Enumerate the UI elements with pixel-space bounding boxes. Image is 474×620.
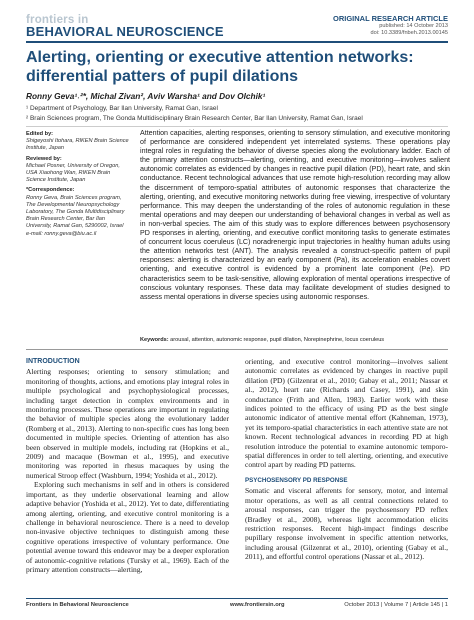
footer-website[interactable]: www.frontiersin.org — [230, 602, 285, 608]
journal-logo-top: frontiers in — [26, 14, 89, 26]
footer-rule — [26, 598, 448, 599]
intro-paragraph-2: Exploring such mechanisms in self and in others is considered important, as they underlie observational learning and allow adaptive behavior (Yoshida et al., 2012). Yet to date, differentiating among alerting, orienting, and executive control monitoring is a challenge in behavioral neuroscience. There is a need to develop non-invasive objective techniques to distinguish among these cognitive operations irrespective of voluntary performance. One potential avenue toward this endeavor may be a deeper exploration of autonomic-cognitive relations (Tursky et al., 1969). Each of the primary attention constructs—alerting, — [26, 480, 229, 574]
footer-journal: Frontiers in Behavioral Neuroscience — [26, 602, 129, 608]
correspondence: Ronny Geva, Brain Sciences program, The Developmental Neuropsychology Laboratory, The Gonda Multidisciplinary Brain Research Center, Bar Ilan University, Ramat Gan, 5290002, Israel e-mail: ronny.geva@biu.ac.il — [26, 194, 125, 237]
edited-by: Shigeyoshi Itohara, RIKEN Brain Science Institute, Japan — [26, 138, 129, 152]
affiliation-1: ¹ Department of Psychology, Bar Ilan University, Ramat Gan, Israel — [26, 105, 218, 112]
article-type: ORIGINAL RESEARCH ARTICLE — [332, 14, 448, 23]
keywords-label: Keywords: — [140, 337, 169, 343]
reviewed-by: Michael Posner, University of Oregon, USA Xiaohong Wan, RIKEN Brain Science Institute, Japan — [26, 162, 120, 184]
keywords — [140, 337, 450, 343]
psychosensory-heading: PSYCHOSENSORY PD RESPONSE — [245, 476, 348, 484]
published-date: published: 14 October 2013 — [379, 23, 448, 29]
keywords-divider — [26, 349, 448, 350]
affiliation-divider — [26, 126, 448, 127]
editorial-sidebar — [26, 131, 130, 241]
journal-logo-main: BEHAVIORAL NEUROSCIENCE — [26, 24, 224, 39]
header-rule — [26, 41, 448, 43]
right-paragraph-1: orienting, and executive control monitoring—involves salient autonomic correlates as evidenced by changes in reactive pupil dilation (PD) (Gilzenrat et al., 2010; Gabay et al., 2011; Nassar et al., 2012), heart rate (Richards and Casey, 1991), and skin conductance (Frith and Allen, 1983). Earlier work with these indices pointed to the efficacy of using PD as the best single autonomic indicator of attentive mental effort (Kahneman, 1973), yet its temporo-spatial characteristics in each attentive state are not known. Recent technological advances in recording PD at high resolution introduce the potential to examine autonomic temporo-spatial differences in order to tell alerting, orienting, and executive control apart by reading PD patterns. — [245, 357, 448, 470]
article-title: Alerting, orienting or executive attention networks: differential patters of pupil dilations — [26, 49, 414, 85]
body-column-left — [26, 357, 229, 574]
article-meta — [371, 23, 448, 37]
correspondence-label: *Correspondence: — [26, 187, 75, 194]
reviewed-by-label: Reviewed by: — [26, 155, 62, 162]
edited-by-label: Edited by: — [26, 131, 54, 137]
journal-header — [26, 14, 448, 42]
author-list: Ronny Geva¹˒²*, Michal Zivan², Aviv Warsha¹ and Dov Olchik¹ — [26, 91, 266, 101]
affiliation-2: ² Brain Sciences program, The Gonda Multidisciplinary Brain Research Center, Bar Ilan University, Ramat Gan, Israel — [26, 115, 363, 122]
abstract: Attention capacities, alerting responses, orienting to sensory stimulation, and executive monitoring of performance are considered independent yet interrelated systems. These operations play integral roles in regulating the behavior of diverse species along the evolutionary ladder. Each of the primary attention constructs—alerting, orienting, and executive monitoring—involves salient autonomic correlates as evidenced by changes in reactive pupil dilation (PD), heart rate, and skin conductance. Recent technological advances that use remote high-resolution recording may allow the discernment of temporo-spatial attributes of autonomic responses that characterize the alerting, orienting, and executive monitoring networks during free viewing, irrespective of voluntary performance. This may deepen the understanding of the roles of autonomic regulation in these mental operations and may deepen our understanding of behavioral changes in verbal as well as in non-verbal species. The aim of this study was to explore differences between psychosensory PD responses in alerting, orienting, and executive conflict monitoring tasks to generate estimates of concurrent locus coeruleus (LC) noradrenergic input trajectories in healthy human adults using the attention networks test (ANT). The analysis revealed a construct-specific pattern of pupil responses: alerting is characterized by an early component (Pa), its acceleration enables covert orienting, and executive control is evidenced by a prominent late component (Pe). PD characteristics seem to be task-sensitive, allowing exploration of mental operations irrespective of conscious voluntary responses. These data may facilitate development of studies designed to assess mental operations in diverse species using autonomic responses. — [140, 129, 450, 301]
keywords-text: arousal, attention, autonomic response, pupil dilation, Norepinephrine, locus coeruleus — [170, 337, 385, 343]
right-paragraph-2: Somatic and visceral afferents for sensory, motor, and internal motor operations, as well as all central connections related to arousal responses, can trigger the psychosensory PD reflex (Bradley et al., 2008), whereas light accommodation elicits restriction responses. Recent high-impact findings describe pupillary response involvement in specific attention networks, including arousal (Gilzenrat et al., 2010), orienting (Gabay et al., 2011), and effortful control operations (Nassar et al., 2012). — [245, 486, 448, 562]
body-column-right — [245, 357, 448, 562]
intro-heading: INTRODUCTION — [26, 358, 80, 365]
doi[interactable]: doi: 10.3389/fnbeh.2013.00145 — [370, 30, 448, 36]
intro-paragraph-1: Alerting responses; orienting to sensory stimulation; and monitoring of thoughts, actions, and emotions play integral roles in multiple psychological and psychophysiological processes, including target detection in complex environments and in monitoring processes. These operations are important in regulating the behavior of multiple species along the evolutionary ladder (Romberg et al., 2013). Alerting to non-specific cues has long been documented in multiple species. Orienting of attention has also been observed in multiple models, including rat (Hopkins et al., 2009) and macaque (Bowman et al., 1995), and executive monitoring was reported in rhesus macaques by using the numerical Stroop effect (Washburn, 1994; Yoshida et al., 2012). — [26, 367, 229, 480]
footer-citation: October 2013 | Volume 7 | Article 145 | 1 — [344, 602, 448, 608]
